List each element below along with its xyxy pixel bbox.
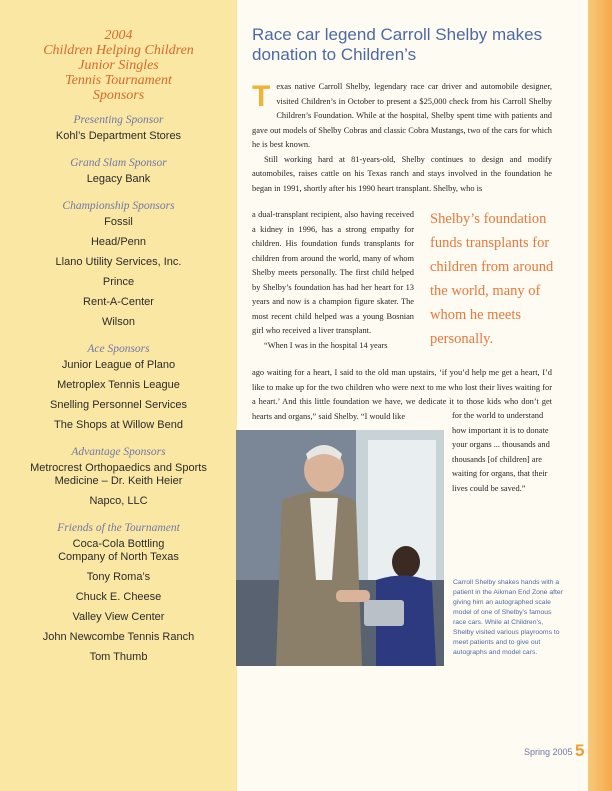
sponsor-group-heading: Championship Sponsors bbox=[62, 200, 175, 212]
sponsor-name: Kohl’s Department Stores bbox=[55, 130, 182, 142]
sponsor-name: Metrocrest Orthopaedics and Sports Medicine – Dr. Keith Heier bbox=[30, 462, 207, 487]
sponsor-name: Coca-Cola Bottling Company of North Texas bbox=[58, 538, 179, 563]
article-paragraph: Still working hard at 81-years-old, Shelby continues to design and modify automobiles, raises cattle on his Texas ranch and stays involved in the foundation he began in 1991, shortly after his 1990 heart transplant. Shelby, who is bbox=[252, 154, 552, 193]
sponsor-group-heading: Friends of the Tournament bbox=[57, 522, 180, 534]
page-edge-stripe bbox=[588, 0, 612, 791]
page-number: 5 bbox=[575, 741, 585, 760]
sponsors-sidebar bbox=[0, 0, 237, 791]
sponsor-name: Snelling Personnel Services bbox=[50, 399, 187, 411]
article-paragraph: for the world to understand how important it is to donate your organs ... thousands and thousands [of children] are waiting for organs, that their lives could be saved.” bbox=[452, 411, 550, 493]
sponsor-name: Metroplex Tennis League bbox=[57, 379, 180, 391]
article-intro bbox=[252, 80, 552, 196]
sponsor-name: Fossil bbox=[104, 216, 133, 228]
sidebar-title-line: 2004 bbox=[104, 28, 133, 43]
sponsor-name: Tom Thumb bbox=[89, 651, 148, 663]
sponsor-name: Head/Penn bbox=[90, 236, 147, 248]
photo-shelby-with-patient bbox=[236, 430, 444, 666]
sponsor-name: Prince bbox=[102, 276, 135, 288]
article-paragraph: ago waiting for a heart, I said to the old man upstairs, ‘if you’d help me get a heart, I’d like to make up for the two children who were next to me who lost their lives waiting for a heart.’ And this little foundation we have, we dedicate it to those kids who don’t get hearts and organs,” said Shelby. “I would like bbox=[252, 368, 552, 421]
sponsor-list bbox=[0, 114, 237, 671]
drop-cap: T bbox=[252, 80, 271, 113]
sidebar-title-line: Tennis Tournament bbox=[65, 73, 172, 88]
sidebar-title bbox=[0, 28, 237, 103]
sponsor-name: Junior League of Plano bbox=[61, 359, 176, 371]
sidebar-title-line: Children Helping Children bbox=[43, 43, 194, 58]
sponsor-name: Chuck E. Cheese bbox=[75, 591, 162, 603]
article-paragraph: a dual-transplant recipient, also having received a kidney in 1996, has a strong empathy for children. His foundation funds transplants for children from around the world, many of whom Shelby meets personally. The first child helped by Shelby’s foundation has had her heart for 13 years and now is a champion figure skater. The most recent child helped was a young Bosnian girl who received a liver transplant. bbox=[252, 210, 414, 335]
sponsor-name: Rent-A-Center bbox=[83, 296, 154, 308]
sponsor-name: Napco, LLC bbox=[89, 495, 148, 507]
sponsor-name: Valley View Center bbox=[72, 611, 165, 623]
sponsor-name: Llano Utility Services, Inc. bbox=[55, 256, 182, 268]
sidebar-title-line: Junior Singles bbox=[78, 58, 159, 73]
photo-illustration bbox=[236, 430, 444, 666]
sponsor-group-heading: Ace Sponsors bbox=[87, 343, 150, 355]
pull-quote: Shelby’s foundation funds transplants for children from around the world, many of whom he meets personally. bbox=[430, 211, 554, 347]
sponsor-group-heading: Grand Slam Sponsor bbox=[70, 157, 167, 169]
photo-caption: Carroll Shelby shakes hands with a patient in the Aikman End Zone after giving him an autographed scale model of one of Shelby’s famous race cars. While at Children’s, Shelby visited various playrooms to meet patients and to give out autographs and model cars. bbox=[453, 579, 563, 656]
sidebar-title-line: Sponsors bbox=[92, 88, 145, 103]
sponsor-name: Wilson bbox=[101, 316, 135, 328]
sponsor-group-heading: Advantage Sponsors bbox=[71, 446, 166, 458]
article-paragraph: “When I was in the hospital 14 years bbox=[264, 340, 388, 350]
sponsor-name: Tony Roma’s bbox=[86, 571, 151, 583]
sponsor-group-heading: Presenting Sponsor bbox=[73, 114, 164, 126]
article-headline: Race car legend Carroll Shelby makes donation to Children’s bbox=[252, 25, 543, 64]
article-narrow-column bbox=[252, 208, 414, 353]
sponsor-name: Legacy Bank bbox=[86, 173, 151, 185]
sponsor-name: John Newcombe Tennis Ranch bbox=[42, 631, 195, 643]
article-paragraph: exas native Carroll Shelby, legendary race car driver and automobile designer, visited Children’s in October to present a $25,000 check from his Carroll Shelby Children’s Foundation. While at the hospital, Shelby spent time with patients and gave out models of Shelby Cobras and classic Cobra Mustangs, two of the cars for which he is best known. bbox=[252, 82, 552, 149]
issue-label: Spring 2005 bbox=[524, 747, 573, 757]
sponsor-name: The Shops at Willow Bend bbox=[53, 419, 183, 431]
